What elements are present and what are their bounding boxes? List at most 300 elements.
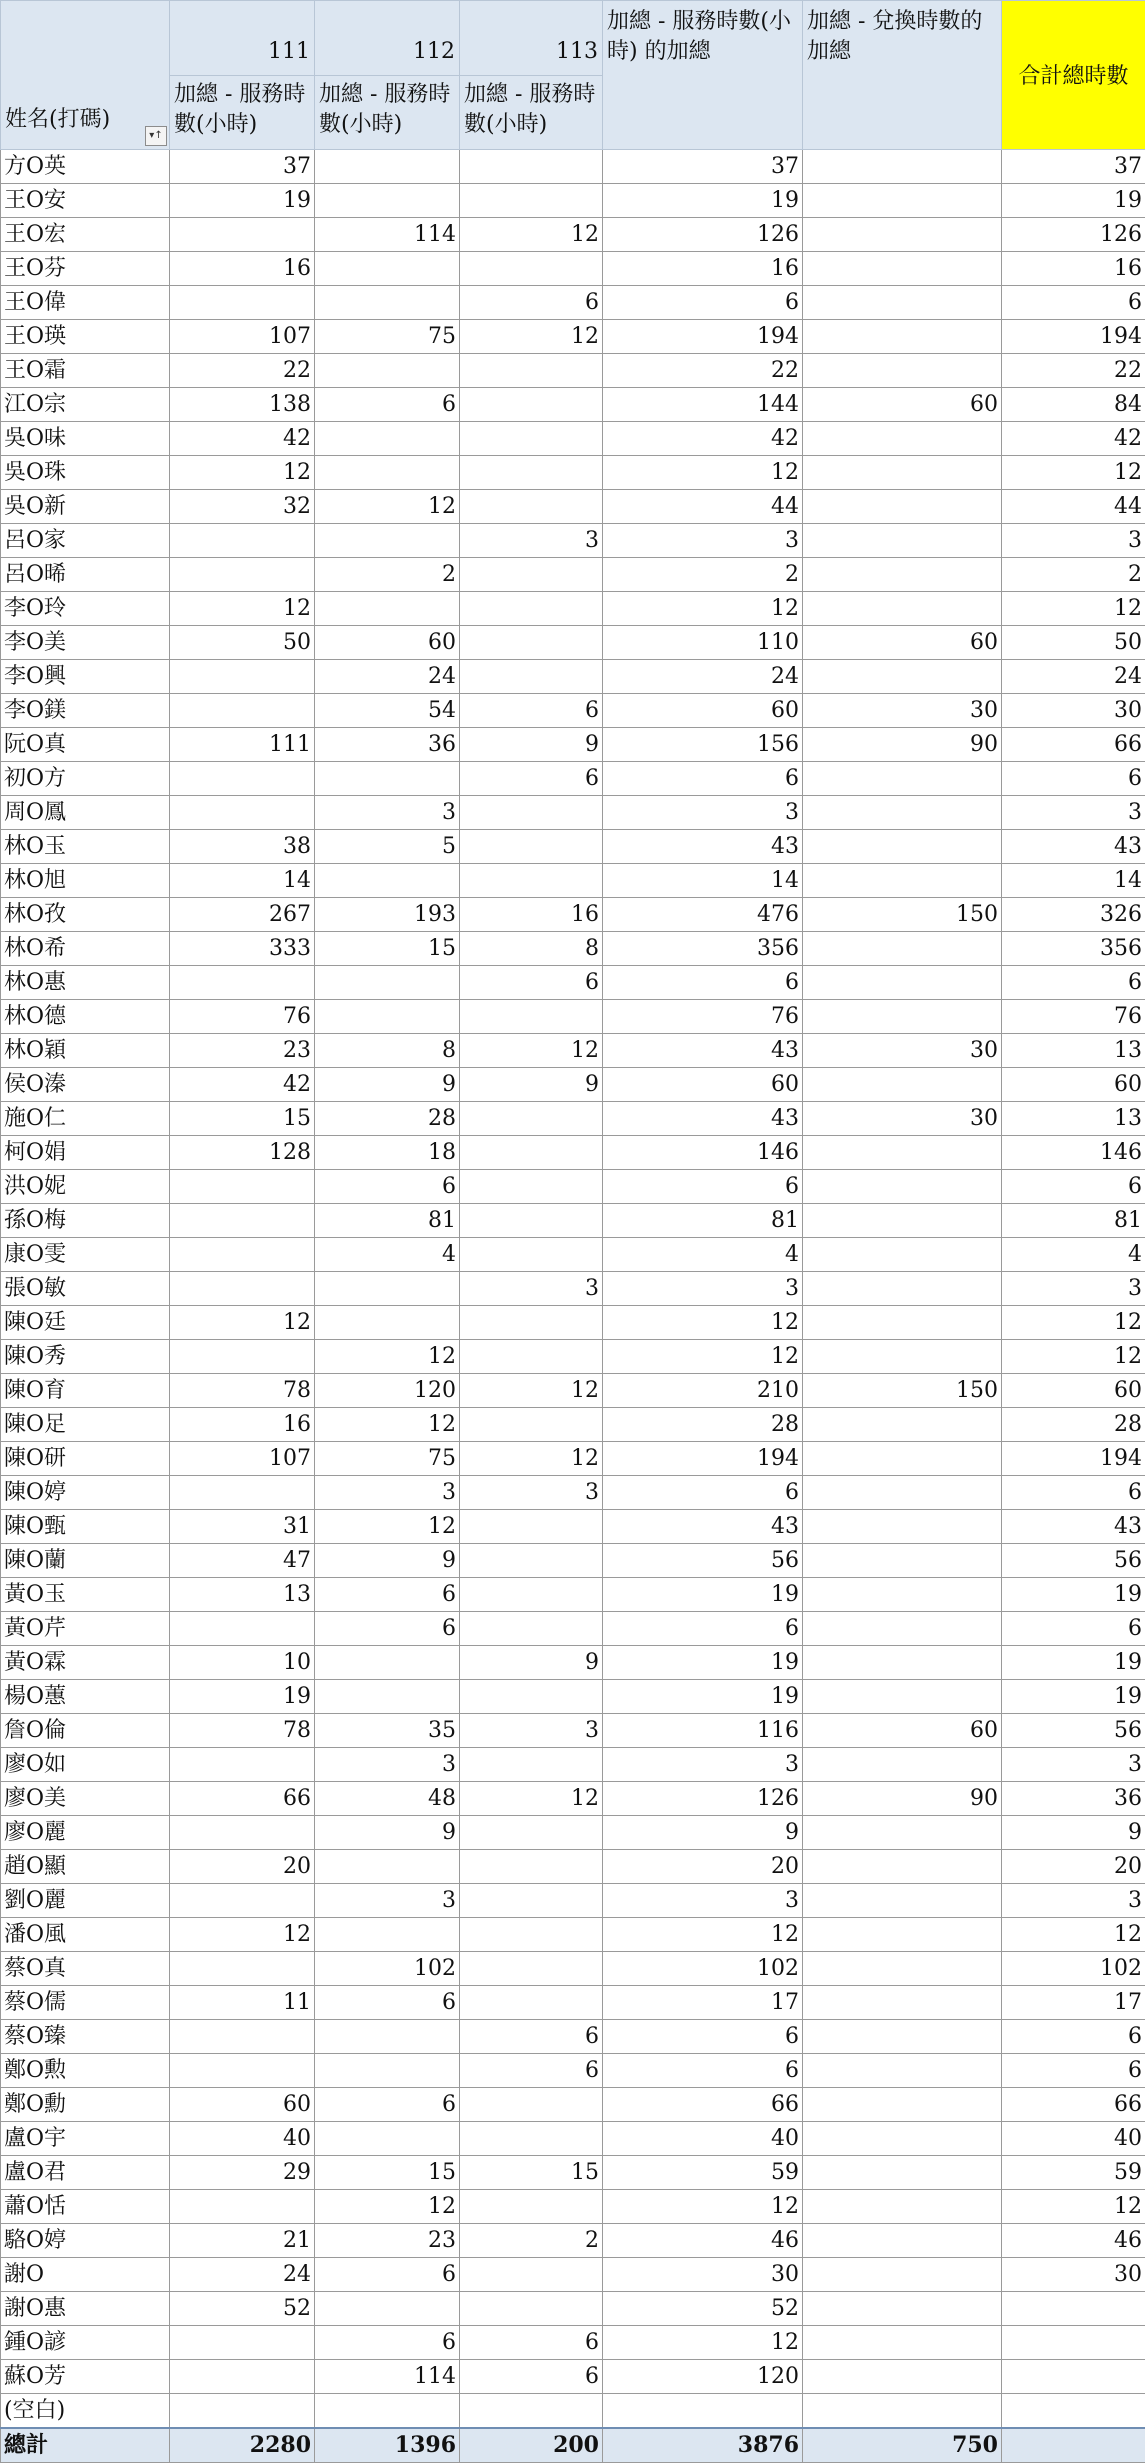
service-sum-cell: 6 [603,1170,803,1204]
service-sum-cell: 126 [603,1782,803,1816]
exchange-sum-cell [803,286,1002,320]
hours-112-cell [315,456,460,490]
hours-112-cell: 15 [315,932,460,966]
hours-113-cell: 9 [460,1646,603,1680]
exchange-sum-cell [803,1680,1002,1714]
service-sum-cell: 3 [603,1884,803,1918]
name-cell: 林O德 [1,1000,170,1034]
name-cell: 王O安 [1,184,170,218]
hours-113-cell: 3 [460,1272,603,1306]
name-cell: 呂O家 [1,524,170,558]
name-cell: 李O美 [1,626,170,660]
exchange-sum-cell [803,2360,1002,2394]
hours-112-cell: 3 [315,1884,460,1918]
hours-113-cell [460,660,603,694]
exchange-sum-cell [803,1170,1002,1204]
hours-112-cell: 6 [315,1612,460,1646]
table-row [1,1136,1145,1170]
hours-113-cell [460,1510,603,1544]
total-hours-cell: 84 [1002,388,1145,422]
table-row [1,2292,1145,2326]
table-row [1,1102,1145,1136]
service-sum-cell: 4 [603,1238,803,1272]
hours-113-cell [460,1578,603,1612]
hours-111-cell: 24 [170,2258,315,2292]
service-hours-112-header: 加總 - 服務時數(小時) [315,76,460,150]
hours-113-cell [460,1850,603,1884]
hours-111-cell [170,558,315,592]
name-cell: 洪O妮 [1,1170,170,1204]
name-cell: 陳O婷 [1,1476,170,1510]
hours-112-cell: 3 [315,796,460,830]
hours-111-cell: 138 [170,388,315,422]
hours-111-cell: 20 [170,1850,315,1884]
hours-112-cell: 28 [315,1102,460,1136]
hours-112-cell: 12 [315,1510,460,1544]
exchange-sum-cell [803,218,1002,252]
total-hours-cell: 12 [1002,2190,1145,2224]
hours-112-cell: 75 [315,320,460,354]
hours-113-cell: 3 [460,1476,603,1510]
hours-111-cell: 333 [170,932,315,966]
table-row [1,1238,1145,1272]
name-cell: 黃O芹 [1,1612,170,1646]
hours-112-cell: 6 [315,1170,460,1204]
total-hours-cell: 326 [1002,898,1145,932]
total-hours-cell: 30 [1002,694,1145,728]
hours-113-cell: 6 [460,286,603,320]
name-cell: 盧O君 [1,2156,170,2190]
service-sum-cell: 12 [603,456,803,490]
service-sum-cell: 12 [603,1306,803,1340]
table-row [1,2394,1145,2429]
hours-111-cell: 38 [170,830,315,864]
name-cell: 陳O育 [1,1374,170,1408]
service-sum-cell: 46 [603,2224,803,2258]
exchange-sum-cell: 60 [803,388,1002,422]
table-row [1,1272,1145,1306]
name-cell: 吳O新 [1,490,170,524]
hours-111-cell: 16 [170,1408,315,1442]
hours-113-cell [460,456,603,490]
name-cell: 王O芬 [1,252,170,286]
table-row [1,1544,1145,1578]
hours-113-cell [460,1136,603,1170]
hours-112-cell: 12 [315,2190,460,2224]
name-cell: 林O孜 [1,898,170,932]
table-row [1,2326,1145,2360]
hours-113-cell [460,1884,603,1918]
name-cell: 盧O宇 [1,2122,170,2156]
hours-113-cell: 6 [460,762,603,796]
table-row [1,1340,1145,1374]
table-row [1,1068,1145,1102]
service-sum-cell: 76 [603,1000,803,1034]
grand-total-113: 200 [460,2428,603,2463]
total-hours-cell: 60 [1002,1068,1145,1102]
name-cell: 呂O晞 [1,558,170,592]
service-sum-cell: 19 [603,1680,803,1714]
total-hours-cell: 12 [1002,456,1145,490]
total-hours-cell: 12 [1002,1306,1145,1340]
name-cell: 初O方 [1,762,170,796]
table-row [1,1510,1145,1544]
hours-112-cell: 15 [315,2156,460,2190]
service-sum-cell: 144 [603,388,803,422]
exchange-sum-cell [803,252,1002,286]
name-cell: 王O宏 [1,218,170,252]
table-row [1,388,1145,422]
table-row [1,150,1145,184]
service-sum-cell: 66 [603,2088,803,2122]
total-hours-cell: 43 [1002,1510,1145,1544]
total-hours-cell: 4 [1002,1238,1145,1272]
service-sum-cell: 3 [603,796,803,830]
table-row [1,932,1145,966]
hours-111-cell: 31 [170,1510,315,1544]
hours-111-cell: 10 [170,1646,315,1680]
exchange-sum-cell [803,422,1002,456]
total-hours-cell: 59 [1002,2156,1145,2190]
total-hours-header: 合計總時數 [1002,1,1145,150]
name-cell: 蔡O儒 [1,1986,170,2020]
hours-113-cell: 16 [460,898,603,932]
total-hours-cell: 356 [1002,932,1145,966]
hours-113-cell [460,1204,603,1238]
hours-111-cell [170,1612,315,1646]
hours-111-cell [170,796,315,830]
filter-sort-icon[interactable]: ▾↑ [145,126,167,146]
name-column-label: 姓名(打碼) [5,105,165,135]
exchange-sum-cell [803,1544,1002,1578]
total-hours-cell: 6 [1002,966,1145,1000]
exchange-sum-cell [803,2054,1002,2088]
hours-112-cell: 48 [315,1782,460,1816]
hours-113-cell: 12 [460,1442,603,1476]
exchange-sum-cell [803,1646,1002,1680]
total-hours-cell: 56 [1002,1714,1145,1748]
hours-113-cell [460,830,603,864]
service-sum-cell: 476 [603,898,803,932]
exchange-sum-cell: 30 [803,1034,1002,1068]
total-hours-cell: 20 [1002,1850,1145,1884]
service-sum-cell: 30 [603,2258,803,2292]
hours-112-cell: 102 [315,1952,460,1986]
exchange-sum-cell [803,1068,1002,1102]
name-cell: 黃O玉 [1,1578,170,1612]
hours-113-cell [460,150,603,184]
total-hours-cell: 50 [1002,626,1145,660]
name-cell: 陳O研 [1,1442,170,1476]
name-cell: 謝O [1,2258,170,2292]
hours-113-cell [460,490,603,524]
name-cell: (空白) [1,2394,170,2429]
exchange-sum-cell [803,2224,1002,2258]
name-cell: 林O穎 [1,1034,170,1068]
exchange-sum-cell [803,1238,1002,1272]
total-hours-cell: 66 [1002,728,1145,762]
service-sum-cell: 43 [603,1510,803,1544]
name-cell: 阮O真 [1,728,170,762]
hours-111-cell: 29 [170,2156,315,2190]
service-sum-cell: 60 [603,1068,803,1102]
total-hours-cell: 24 [1002,660,1145,694]
total-hours-cell: 6 [1002,2054,1145,2088]
name-cell: 蔡O真 [1,1952,170,1986]
total-hours-cell: 12 [1002,1918,1145,1952]
name-cell: 李O鎂 [1,694,170,728]
service-sum-cell: 120 [603,2360,803,2394]
hours-113-cell [460,1544,603,1578]
total-hours-cell: 76 [1002,1000,1145,1034]
exchange-sum-cell: 60 [803,1714,1002,1748]
hours-111-cell [170,1238,315,1272]
name-cell: 張O敏 [1,1272,170,1306]
table-row [1,864,1145,898]
table-row [1,830,1145,864]
hours-112-cell: 75 [315,1442,460,1476]
exchange-sum-cell [803,2156,1002,2190]
name-cell: 蘇O芳 [1,2360,170,2394]
hours-111-cell [170,1204,315,1238]
service-sum-cell: 43 [603,1034,803,1068]
hours-111-cell: 13 [170,1578,315,1612]
sum-exchange-hours-header: 加總 - 兌換時數的加總 [803,1,1002,150]
hours-113-cell [460,1918,603,1952]
total-hours-cell: 12 [1002,1340,1145,1374]
hours-111-cell: 11 [170,1986,315,2020]
total-hours-cell: 60 [1002,1374,1145,1408]
hours-113-cell [460,1170,603,1204]
table-row [1,1816,1145,1850]
name-cell: 江O宗 [1,388,170,422]
name-cell: 李O興 [1,660,170,694]
name-cell: 鄭O勲 [1,2054,170,2088]
hours-112-cell: 114 [315,218,460,252]
name-cell: 蔡O臻 [1,2020,170,2054]
table-row [1,1442,1145,1476]
service-sum-cell: 24 [603,660,803,694]
exchange-sum-cell: 30 [803,1102,1002,1136]
exchange-sum-cell [803,1850,1002,1884]
hours-113-cell: 12 [460,320,603,354]
name-cell: 王O偉 [1,286,170,320]
service-sum-cell: 44 [603,490,803,524]
exchange-sum-cell [803,966,1002,1000]
hours-112-cell [315,354,460,388]
table-row [1,2054,1145,2088]
service-sum-cell: 12 [603,592,803,626]
hours-113-cell [460,1408,603,1442]
total-hours-cell: 37 [1002,150,1145,184]
total-hours-cell: 14 [1002,864,1145,898]
name-cell: 駱O婷 [1,2224,170,2258]
hours-113-cell: 6 [460,2020,603,2054]
total-hours-cell: 6 [1002,762,1145,796]
exchange-sum-cell: 150 [803,1374,1002,1408]
total-hours-cell: 3 [1002,524,1145,558]
total-hours-cell: 42 [1002,422,1145,456]
year-112-header: 112 [315,1,460,76]
exchange-sum-cell [803,2088,1002,2122]
hours-112-cell: 193 [315,898,460,932]
hours-112-cell: 12 [315,1408,460,1442]
service-sum-cell [603,2394,803,2429]
service-sum-cell: 43 [603,1102,803,1136]
exchange-sum-cell [803,456,1002,490]
name-cell: 楊O蕙 [1,1680,170,1714]
total-hours-cell: 3 [1002,1748,1145,1782]
exchange-sum-cell [803,1000,1002,1034]
hours-112-cell [315,150,460,184]
name-cell: 柯O娟 [1,1136,170,1170]
total-hours-cell: 194 [1002,320,1145,354]
hours-111-cell [170,1340,315,1374]
total-hours-cell: 6 [1002,1476,1145,1510]
total-hours-cell: 81 [1002,1204,1145,1238]
grand-total-exchange: 750 [803,2428,1002,2463]
table-row [1,1374,1145,1408]
exchange-sum-cell [803,2258,1002,2292]
total-hours-cell: 44 [1002,490,1145,524]
hours-112-cell [315,1000,460,1034]
hours-111-cell: 128 [170,1136,315,1170]
name-cell: 陳O足 [1,1408,170,1442]
hours-112-cell: 6 [315,2326,460,2360]
hours-113-cell [460,184,603,218]
year-113-header: 113 [460,1,603,76]
hours-112-cell [315,864,460,898]
hours-113-cell [460,2088,603,2122]
name-cell: 陳O蘭 [1,1544,170,1578]
service-sum-cell: 12 [603,1340,803,1374]
hours-111-cell [170,1816,315,1850]
exchange-sum-cell [803,592,1002,626]
hours-111-cell [170,524,315,558]
total-hours-cell [1002,2292,1145,2326]
total-hours-cell: 46 [1002,2224,1145,2258]
service-sum-cell: 6 [603,286,803,320]
hours-112-cell [315,1646,460,1680]
exchange-sum-cell [803,320,1002,354]
table-row [1,2190,1145,2224]
hours-112-cell [315,2122,460,2156]
service-sum-cell: 6 [603,762,803,796]
table-row [1,1782,1145,1816]
service-sum-cell: 110 [603,626,803,660]
service-sum-cell: 12 [603,2190,803,2224]
hours-111-cell [170,2394,315,2429]
hours-111-cell [170,218,315,252]
hours-113-cell: 15 [460,2156,603,2190]
table-row [1,558,1145,592]
table-row [1,1000,1145,1034]
exchange-sum-cell [803,558,1002,592]
table-row [1,1034,1145,1068]
table-row [1,1986,1145,2020]
exchange-sum-cell: 150 [803,898,1002,932]
total-hours-cell: 19 [1002,1680,1145,1714]
total-hours-cell: 6 [1002,1612,1145,1646]
hours-113-cell [460,558,603,592]
total-hours-cell: 17 [1002,1986,1145,2020]
hours-113-cell [460,1748,603,1782]
hours-113-cell: 9 [460,1068,603,1102]
table-row [1,1884,1145,1918]
hours-112-cell [315,524,460,558]
exchange-sum-cell: 90 [803,1782,1002,1816]
hours-113-cell [460,2394,603,2429]
name-cell: 謝O惠 [1,2292,170,2326]
exchange-sum-cell [803,1408,1002,1442]
exchange-sum-cell [803,2292,1002,2326]
hours-111-cell: 42 [170,422,315,456]
hours-112-cell: 9 [315,1068,460,1102]
service-sum-cell: 6 [603,2054,803,2088]
hours-112-cell [315,2292,460,2326]
hours-113-cell: 6 [460,966,603,1000]
total-hours-cell: 146 [1002,1136,1145,1170]
table-row [1,1306,1145,1340]
hours-113-cell [460,2122,603,2156]
hours-112-cell: 6 [315,1578,460,1612]
total-hours-cell: 28 [1002,1408,1145,1442]
hours-111-cell: 12 [170,1918,315,1952]
hours-112-cell: 23 [315,2224,460,2258]
hours-111-cell: 16 [170,252,315,286]
hours-112-cell: 9 [315,1544,460,1578]
service-sum-cell: 146 [603,1136,803,1170]
name-cell: 方O英 [1,150,170,184]
hours-113-cell: 12 [460,1782,603,1816]
hours-111-cell: 50 [170,626,315,660]
total-hours-cell [1002,2360,1145,2394]
hours-113-cell [460,2258,603,2292]
hours-111-cell: 15 [170,1102,315,1136]
table-row [1,762,1145,796]
total-hours-cell: 126 [1002,218,1145,252]
hours-111-cell: 78 [170,1714,315,1748]
hours-112-cell: 114 [315,2360,460,2394]
table-row [1,2224,1145,2258]
hours-112-cell [315,1272,460,1306]
total-hours-cell: 194 [1002,1442,1145,1476]
hours-113-cell [460,1986,603,2020]
name-cell: 詹O倫 [1,1714,170,1748]
service-sum-cell: 52 [603,2292,803,2326]
hours-111-cell: 111 [170,728,315,762]
hours-112-cell: 120 [315,1374,460,1408]
hours-111-cell [170,1884,315,1918]
table-row [1,524,1145,558]
name-cell: 黃O霖 [1,1646,170,1680]
hours-112-cell [315,2020,460,2054]
hours-113-cell [460,1102,603,1136]
hours-113-cell: 3 [460,1714,603,1748]
hours-113-cell: 6 [460,2326,603,2360]
hours-112-cell: 5 [315,830,460,864]
total-hours-cell [1002,2326,1145,2360]
table-row [1,1918,1145,1952]
hours-111-cell: 12 [170,592,315,626]
name-column-header [1,1,170,150]
exchange-sum-cell [803,524,1002,558]
total-hours-cell: 56 [1002,1544,1145,1578]
hours-112-cell: 18 [315,1136,460,1170]
table-row [1,252,1145,286]
hours-113-cell [460,2190,603,2224]
hours-111-cell [170,1170,315,1204]
